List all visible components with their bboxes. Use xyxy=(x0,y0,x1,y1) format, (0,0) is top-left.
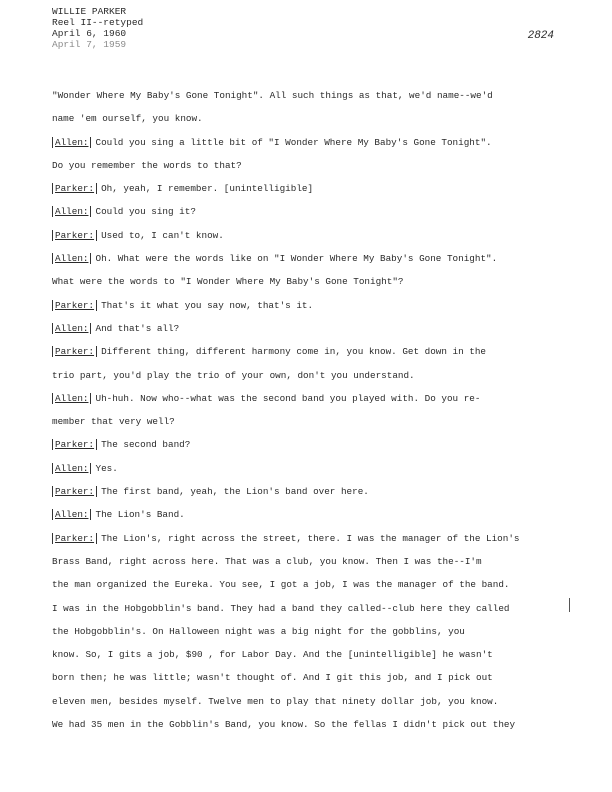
speaker-name: Allen: xyxy=(55,253,89,265)
line-text: The first band, yeah, the Lion's band over here. xyxy=(101,486,369,498)
speaker-label xyxy=(52,463,91,474)
speaker-name: Parker: xyxy=(55,229,95,241)
transcript-line xyxy=(52,666,562,689)
transcript-line xyxy=(52,247,562,270)
transcript-line xyxy=(52,317,562,340)
transcript-line xyxy=(52,340,562,363)
line-text: born then; he was little; wasn't thought of. And I git this job, and I pick out xyxy=(52,672,493,684)
interviewee-name: WILLIE PARKER xyxy=(52,6,127,17)
line-text: eleven men, besides myself. Twelve men to play that ninety dollar job, you know. xyxy=(52,695,499,707)
transcript-body xyxy=(52,84,562,736)
transcript-line xyxy=(52,690,562,713)
interview-date: April 6, 1960 xyxy=(52,28,127,39)
line-text: Could you sing a little bit of "I Wonder Where My Baby's Gone Tonight". xyxy=(95,136,492,148)
transcript-line xyxy=(52,131,562,154)
transcript-line xyxy=(52,107,562,130)
speaker-name: Parker: xyxy=(55,183,95,195)
line-text: And that's all? xyxy=(95,322,180,334)
transcript-line xyxy=(52,224,562,247)
transcript-line xyxy=(52,597,562,620)
line-text: The Lion's, right across the street, there. I was the manager of the Lion's xyxy=(101,532,520,544)
line-text: Could you sing it? xyxy=(95,206,196,218)
transcript-line xyxy=(52,620,562,643)
line-text: Oh, yeah, I remember. [unintelligible] xyxy=(101,183,314,195)
speaker-name: Parker: xyxy=(55,486,95,498)
line-text: member that very well? xyxy=(52,416,175,428)
speaker-label xyxy=(52,183,97,194)
speaker-label xyxy=(52,533,97,544)
speaker-name: Parker: xyxy=(55,532,95,544)
page-number: 2824 xyxy=(527,30,554,42)
line-text: Uh-huh. Now who--what was the second band you played with. Do you re- xyxy=(95,392,481,404)
transcript-line xyxy=(52,643,562,666)
line-text: name 'em ourself, you know. xyxy=(52,113,203,125)
transcript-line xyxy=(52,84,562,107)
speaker-label xyxy=(52,206,91,217)
transcript-line xyxy=(52,364,562,387)
transcript-line xyxy=(52,550,562,573)
speaker-label xyxy=(52,346,97,357)
speaker-label xyxy=(52,253,91,264)
line-text: What were the words to "I Wonder Where My Baby's Gone Tonight"? xyxy=(52,276,404,288)
transcript-line xyxy=(52,387,562,410)
transcript-line xyxy=(52,527,562,550)
line-text: Oh. What were the words like on "I Wonder Where My Baby's Gone Tonight". xyxy=(95,253,498,265)
transcript-line xyxy=(52,154,562,177)
margin-mark xyxy=(569,598,570,612)
line-text: the Hobgobblin's. On Halloween night was a big night for the gobblins, you xyxy=(52,625,465,637)
line-text: That's it what you say now, that's it. xyxy=(101,299,314,311)
speaker-name: Allen: xyxy=(55,392,89,404)
speaker-name: Allen: xyxy=(55,136,89,148)
speaker-name: Parker: xyxy=(55,346,95,358)
transcript-line xyxy=(52,294,562,317)
line-text: know. So, I gits a job, $90 , for Labor Day. And the [unintelligible] he wasn't xyxy=(52,649,493,661)
line-text: The second band? xyxy=(101,439,191,451)
speaker-label xyxy=(52,137,91,148)
line-text: "Wonder Where My Baby's Gone Tonight". All such things as that, we'd name--we'd xyxy=(52,90,493,101)
document-header xyxy=(52,6,143,50)
transcript-line xyxy=(52,410,562,433)
line-text: Different thing, different harmony come in, you know. Get down in the xyxy=(101,346,487,358)
line-text: Used to, I can't know. xyxy=(101,229,224,241)
speaker-name: Allen: xyxy=(55,206,89,218)
speaker-name: Allen: xyxy=(55,322,89,334)
speaker-name: Parker: xyxy=(55,439,95,451)
transcript-line xyxy=(52,573,562,596)
line-text: trio part, you'd play the trio of your own, don't you understand. xyxy=(52,369,415,381)
speaker-label xyxy=(52,323,91,334)
speaker-name: Allen: xyxy=(55,462,89,474)
speaker-name: Allen: xyxy=(55,509,89,521)
speaker-label xyxy=(52,300,97,311)
speaker-label xyxy=(52,509,91,520)
speaker-label xyxy=(52,230,97,241)
transcript-line xyxy=(52,480,562,503)
line-text: the man organized the Eureka. You see, I got a job, I was the manager of the band. xyxy=(52,579,510,591)
transcript-line xyxy=(52,177,562,200)
speaker-label xyxy=(52,486,97,497)
speaker-label xyxy=(52,393,91,404)
line-text: We had 35 men in the Gobblin's Band, you know. So the fellas I didn't pick out they xyxy=(52,719,516,731)
line-text: Do you remember the words to that? xyxy=(52,159,242,171)
line-text: The Lion's Band. xyxy=(95,509,185,521)
line-text: Brass Band, right across here. That was a club, you know. Then I was the--I'm xyxy=(52,555,482,567)
speaker-label xyxy=(52,439,97,450)
transcript-line xyxy=(52,270,562,293)
transcript-line xyxy=(52,433,562,456)
line-text: Yes. xyxy=(95,462,118,474)
transcript-line xyxy=(52,713,562,736)
interview-date-faint: April 7, 1959 xyxy=(52,39,127,50)
transcript-line xyxy=(52,503,562,526)
reel-label: Reel II--retyped xyxy=(52,17,144,28)
speaker-name: Parker: xyxy=(55,299,95,311)
line-text: I was in the Hobgobblin's band. They had a band they called--club here they called xyxy=(52,602,510,614)
transcript-line xyxy=(52,200,562,223)
transcript-line xyxy=(52,457,562,480)
